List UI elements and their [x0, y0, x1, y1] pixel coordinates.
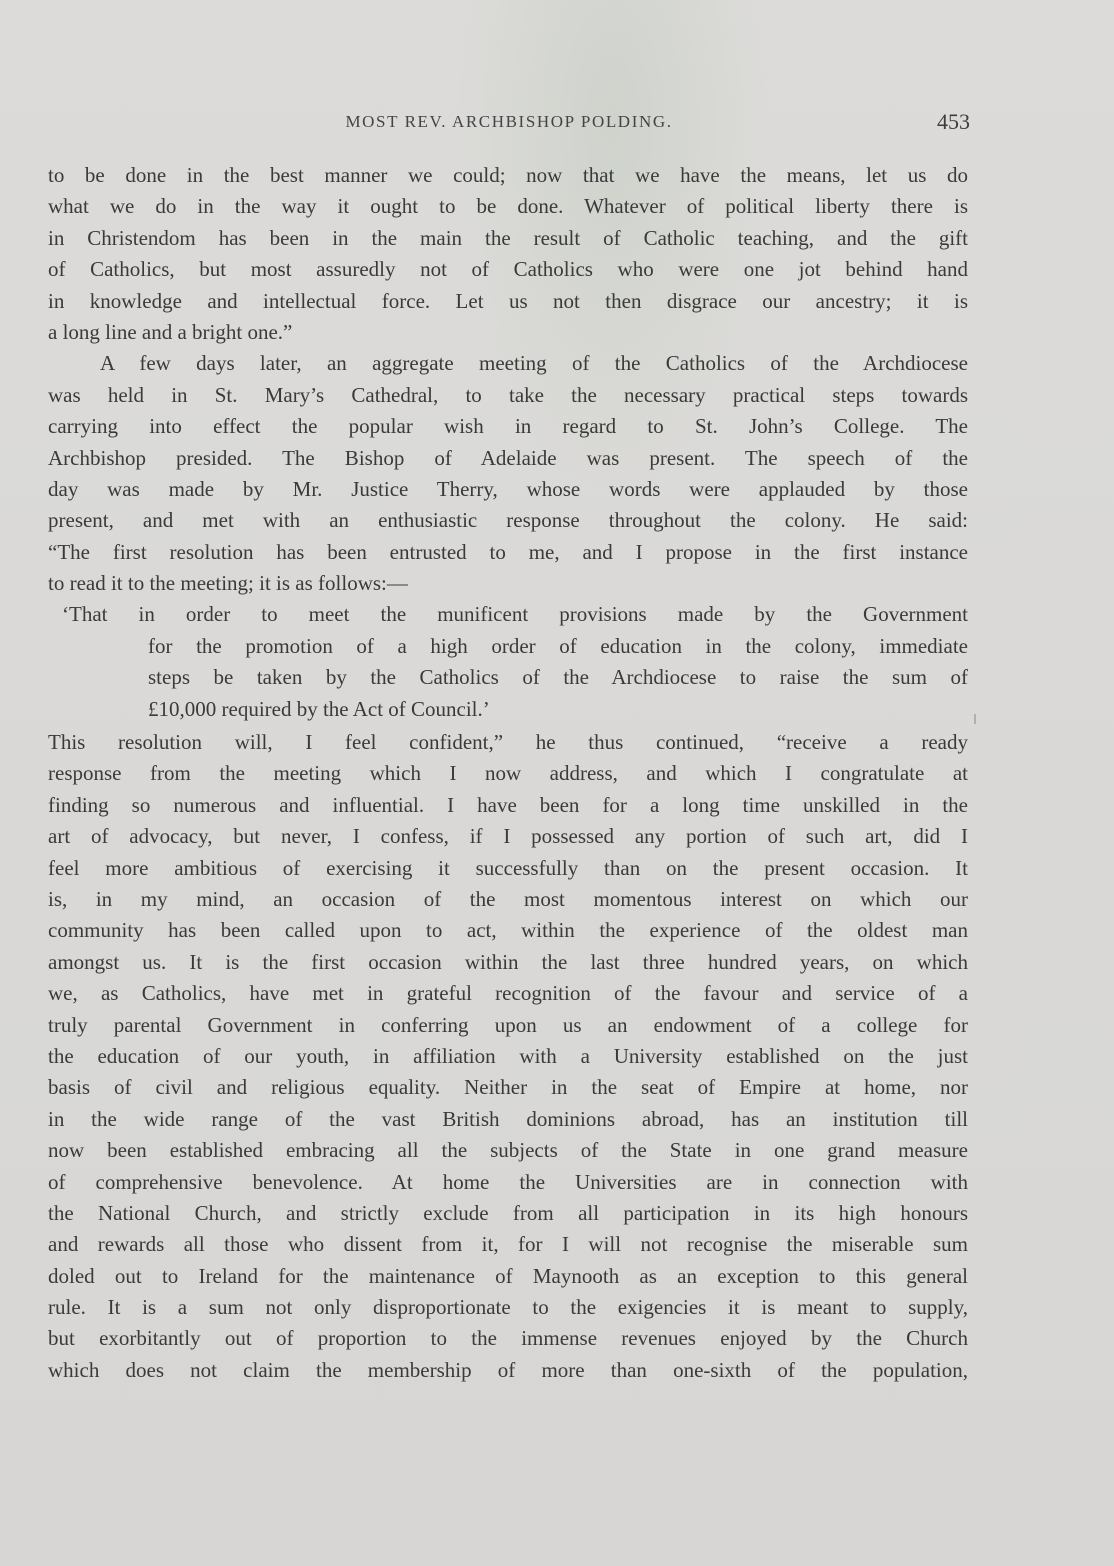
text-line: we, as Catholics, have met in grateful recognition of the favour and service of a — [48, 981, 968, 1006]
text-line: A few days later, an aggregate meeting of the Catholics of the Archdiocese — [100, 351, 968, 376]
text-line: and rewards all those who dissent from it, for I will not recognise the miserable sum — [48, 1232, 968, 1257]
running-title: MOST REV. ARCHBISHOP POLDING. — [345, 112, 673, 131]
text-line: which does not claim the membership of more than one-sixth of the population, — [48, 1357, 968, 1382]
text-line: basis of civil and religious equality. Neither in the seat of Empire at home, nor — [48, 1075, 968, 1100]
text-line: day was made by Mr. Justice Therry, whose words were applauded by those — [48, 476, 968, 501]
paragraph-speech — [48, 727, 968, 1386]
text-line: now been established embracing all the subjects of the State in one grand measure — [48, 1138, 968, 1163]
text-line: of comprehensive benevolence. At home the Universities are in connection with — [48, 1169, 968, 1194]
text-line: in Christendom has been in the main the result of Catholic teaching, and the gift — [48, 225, 968, 250]
text-line: Archbishop presided. The Bishop of Adelaide was present. The speech of the — [48, 445, 968, 470]
text-line: the National Church, and strictly exclude from all participation in its high honours — [48, 1200, 968, 1225]
text-line: £10,000 required by the Act of Council.’ — [148, 696, 490, 721]
text-line: was held in St. Mary’s Cathedral, to take the necessary practical steps towards — [48, 382, 968, 407]
body-text — [48, 160, 968, 1386]
text-line: rule. It is a sum not only disproportionate to the exigencies it is meant to supply, — [48, 1295, 968, 1320]
text-line: ‘That in order to meet the munificent provisions made by the Government — [62, 602, 968, 627]
text-line: what we do in the way it ought to be done. Whatever of political liberty there is — [48, 194, 968, 219]
text-line: for the promotion of a high order of education in the colony, immediate — [148, 633, 968, 658]
text-line: doled out to Ireland for the maintenance of Maynooth as an exception to this general — [48, 1263, 968, 1288]
page-number: 453 — [937, 109, 970, 134]
paragraph-meeting — [48, 348, 968, 599]
resolution-quote — [48, 599, 968, 725]
text-line: This resolution will, I feel confident,” he thus continued, “receive a ready — [48, 730, 968, 755]
paper-speck — [974, 714, 976, 724]
text-line: in knowledge and intellectual force. Let us not then disgrace our ancestry; it is — [48, 288, 968, 313]
running-head — [48, 109, 970, 138]
text-line: amongst us. It is the first occasion within the last three hundred years, on which — [48, 949, 968, 974]
text-line: “The first resolution has been entrusted to me, and I propose in the first instance — [48, 539, 968, 564]
text-line: but exorbitantly out of proportion to the immense revenues enjoyed by the Church — [48, 1326, 968, 1351]
text-line: finding so numerous and influential. I have been for a long time unskilled in the — [48, 792, 968, 817]
text-line: carrying into effect the popular wish in regard to St. John’s College. The — [48, 414, 968, 439]
paragraph-continuation — [48, 160, 968, 348]
text-line: is, in my mind, an occasion of the most momentous interest on which our — [48, 886, 968, 911]
text-line: present, and met with an enthusiastic response throughout the colony. He said: — [48, 508, 968, 533]
text-line: community has been called upon to act, within the experience of the oldest man — [48, 918, 968, 943]
text-line: response from the meeting which I now address, and which I congratulate at — [48, 761, 968, 786]
text-line: in the wide range of the vast British dominions abroad, has an institution till — [48, 1106, 968, 1131]
text-line: steps be taken by the Catholics of the Archdiocese to raise the sum of — [148, 665, 968, 690]
text-line: truly parental Government in conferring upon us an endowment of a college for — [48, 1012, 968, 1037]
text-line: to be done in the best manner we could; now that we have the means, let us do — [48, 163, 968, 187]
text-line: art of advocacy, but never, I confess, if I possessed any portion of such art, did I — [48, 824, 968, 849]
text-line: a long line and a bright one.” — [48, 319, 293, 344]
text-line: feel more ambitious of exercising it successfully than on the present occasion. It — [48, 855, 968, 880]
text-line: to read it to the meeting; it is as follows:— — [48, 571, 408, 596]
text-line: the education of our youth, in affiliation with a University established on the just — [48, 1043, 968, 1068]
text-line: of Catholics, but most assuredly not of Catholics who were one jot behind hand — [48, 257, 968, 282]
